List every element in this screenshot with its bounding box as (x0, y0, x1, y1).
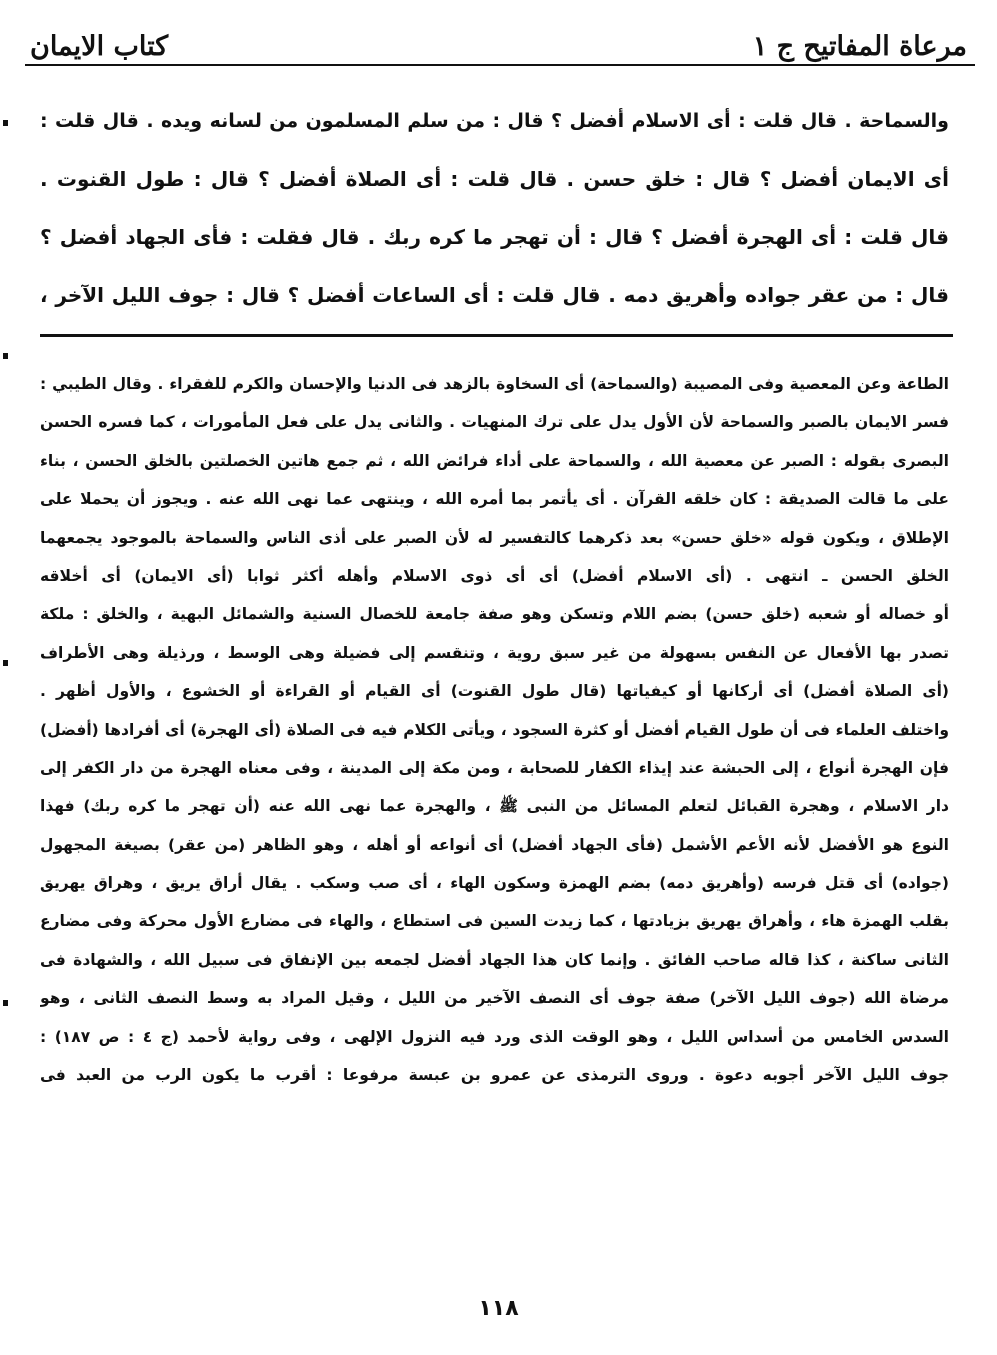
hadith-line: قال : من عقر جواده وأهريق دمه . قال قلت : أى الساعات أفضل ؟ قال : جوف الليل الآخر ، (40, 283, 949, 307)
margin-mark (3, 120, 8, 126)
commentary-line: الإطلاق ، ويكون قوله «خلق حسن» بعد ذكرهما كالتفسير له لأن الصبر على أذى الناس والسماحة بالموجود يجمعهما (40, 528, 949, 547)
commentary-line: الثانى ساكنة ، كذا قاله صاحب الفائق . وإنما كان هذا الجهاد أفضل لجمعه بين الإنفاق فى سبيل الله ، والشهادة فى (40, 950, 949, 969)
running-head-left: كتاب الايمان (30, 31, 169, 62)
commentary-line: تصدر بها الأفعال عن النفس بسهولة من غير سبق روية ، وتنقسم إلى فضيلة وهى الوسط ، ورذيلة وهى الأطراف (40, 643, 949, 662)
running-head-right: مرعاة المفاتيح ج ١ (752, 31, 967, 62)
commentary-line: مرضاة الله (جوف الليل الآخر) صفة جوف أى النصف الآخير من الليل ، وقيل المراد به وسط النصف الثانى ، وهو (40, 989, 949, 1008)
commentary-line: واختلف العلماء فى أن طول القيام أفضل أو كثرة السجود ، ويأتى الكلام فيه فى الصلاة (أى الهجرة) أى أفرادها (أفضل) (40, 720, 949, 739)
commentary-line: جوف الليل الآخر أجوبه دعوة . وروى الترمذى عن عمرو بن عبسة مرفوعا : أقرب ما يكون الرب من العبد فى (40, 1066, 949, 1085)
commentary-line: (أى الصلاة أفضل) أى أركانها أو كيفياتها (قال طول القنوت) أى القيام أو القراءة أو الخشوع ، والأول أظهر . (40, 682, 949, 701)
commentary-line: فإن الهجرة أنواع ، إلى الحبشة عند إيذاء الكفار للصحابة ، ومن مكة إلى المدينة ، وفى معناه الهجرة من دار الكفر إلى (40, 758, 949, 777)
commentary-line: (جواده) أى قتل فرسه (وأهريق دمه) بضم الهمزة وسكون الهاء ، أى صب وسكب . يقال أراق يريق ، وهراق يهريق (40, 874, 949, 893)
commentary-line: أو خصاله أو شعبه (خلق حسن) بضم اللام وتسكن وهو صفة جامعة للخصال السنية والشمائل البهية ، والخلق : ملكة (40, 605, 949, 624)
hadith-line: والسماحة . قال قلت : أى الاسلام أفضل ؟ قال : من سلم المسلمون من لسانه ويده . قال قلت : (40, 110, 949, 132)
commentary-line: فسر الايمان بالصبر والسماحة لأن الأول يدل على ترك المنهيات . والثانى يدل على فعل المأمورات ، كما فسره الحسن (40, 413, 949, 432)
commentary-line: البصرى بقوله : الصبر عن معصية الله ، والسماحة على أداء فرائض الله ، ثم جمع هاتين الخصلتين بالخلق الحسن ، بناء (40, 451, 949, 470)
commentary-line: بقلب الهمزة هاء ، وأهراق يهريق بزيادتها ، كما زيدت السين فى استطاع ، والهاء فى مضارع الأول محركة وفى مضارع (40, 912, 949, 931)
page-number: ١١٨ (478, 1296, 519, 1321)
commentary-line: على ما قالت الصديقة : كان خلقه القرآن . أى يأتمر بما أمره الله ، وينتهى عما نهى الله عنه . ويجوز أن يحملا على (40, 490, 949, 509)
commentary-line: النوع هو الأفضل لأنه الأعم الأشمل (فأى الجهاد أفضل) أى أنواعه أو أهله ، وهو الظاهر (من عقر) بصيغة المجهول (40, 835, 949, 854)
hadith-text (40, 92, 949, 324)
section-divider (40, 334, 953, 337)
page-header (30, 12, 967, 60)
hadith-line: قال قلت : أى الهجرة أفضل ؟ قال : أن تهجر ما كره ربك . قال فقلت : فأى الجهاد أفضل ؟ (40, 225, 949, 249)
commentary-line: الطاعة وعن المعصية وفى المصيبة (والسماحة) أى السخاوة بالزهد فى الدنيا والإحسان والكرم للفقراء . وقال الطيبي : (40, 375, 949, 393)
commentary-text (40, 365, 949, 1094)
header-rule (25, 64, 975, 66)
commentary-line: الخلق الحسن ـ انتهى . (أى الاسلام أفضل) أى أى ذوى الاسلام وأهله أكثر ثوابا (أى الايمان) أى أخلاقه (40, 566, 949, 585)
commentary-line: السدس الخامس من أسداس الليل ، وهو الوقت الذى ورد فيه النزول الإلهى ، وفى رواية لأحمد (ج ٤ : ص ١٨٧) : (40, 1027, 949, 1046)
margin-mark (3, 1000, 8, 1006)
hadith-line: أى الايمان أفضل ؟ قال : خلق حسن . قال قلت : أى الصلاة أفضل ؟ قال : طول القنوت . (40, 167, 949, 191)
margin-mark (3, 353, 8, 359)
margin-mark (3, 660, 8, 666)
commentary-line: دار الاسلام ، وهجرة القبائل لتعلم المسائل من النبى ﷺ ، والهجرة عما نهى الله عنه (أن تهجر ما كره ربك) فهذا (40, 797, 949, 816)
